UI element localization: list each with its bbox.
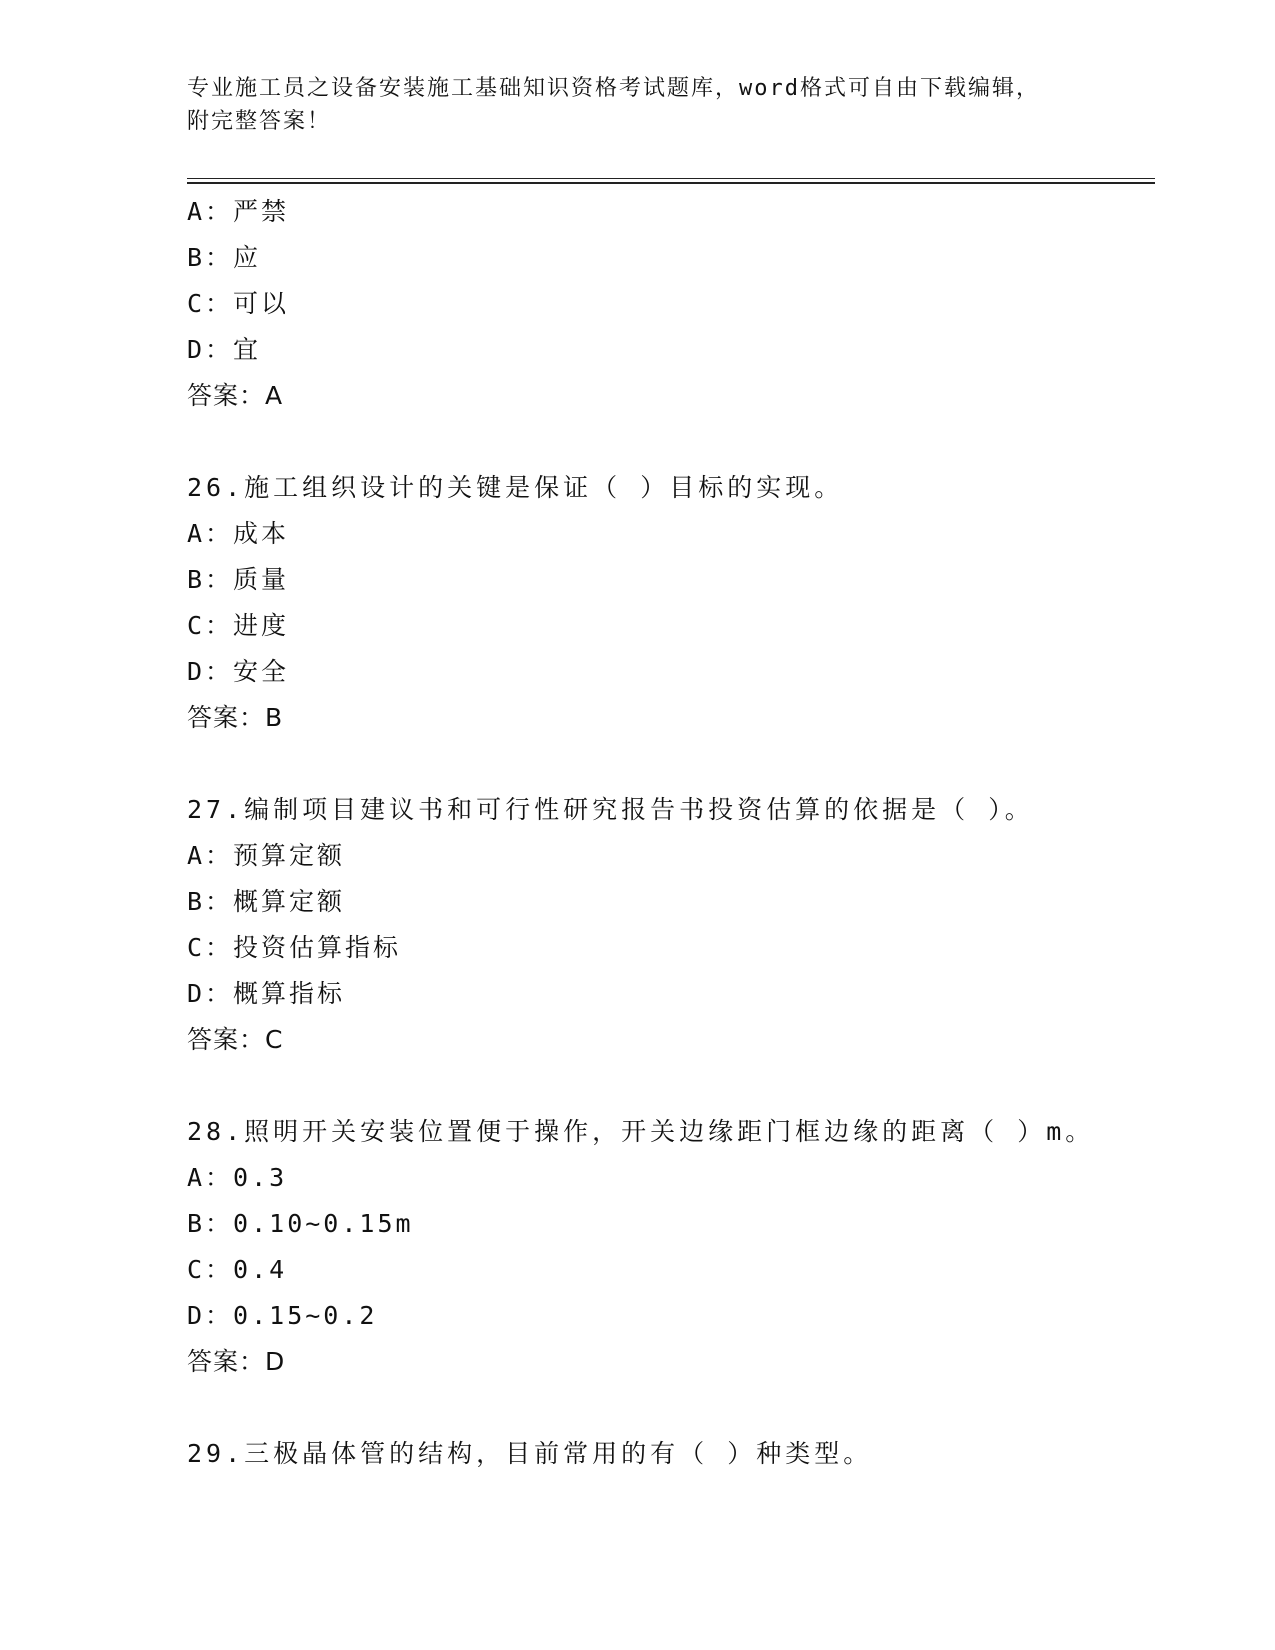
option-d: D：0.15~0.2 [187,1301,378,1330]
option-b: B：应 [187,243,262,272]
option-b: B：0.10~0.15m [187,1209,414,1238]
option-d: D：宜 [187,335,262,364]
answer: 答案：D [187,1347,286,1376]
option-b: B：概算定额 [187,887,346,916]
option-a: A：严禁 [187,197,290,226]
question-28 [187,1109,1147,1385]
answer: 答案：B [187,703,284,732]
header-rule-thick [187,182,1155,184]
question-29 [187,1431,1147,1477]
question-26 [187,465,1147,741]
header-rule-thin [187,178,1155,179]
header-line-1: 专业施工员之设备安装施工基础知识资格考试题库，word格式可自由下载编辑， [187,76,1040,101]
option-c: C：0.4 [187,1255,288,1284]
option-d: D：概算指标 [187,979,346,1008]
option-c: C：投资估算指标 [187,933,402,962]
question-text: 29.三极晶体管的结构，目前常用的有（ ）种类型。 [187,1439,873,1468]
answer: 答案：A [187,381,284,410]
question-text: 26.施工组织设计的关键是保证（ ）目标的实现。 [187,473,844,502]
option-c: C：进度 [187,611,290,640]
question-text: 27.编制项目建议书和可行性研究报告书投资估算的依据是（ ）。 [187,795,1034,824]
question-27 [187,787,1147,1063]
spacer [187,741,1147,787]
spacer [187,419,1147,465]
question-list [187,189,1147,1477]
spacer [187,1063,1147,1109]
question-text: 28.照明开关安装位置便于操作，开关边缘距门框边缘的距离（ ）m。 [187,1117,1095,1146]
question-25 [187,189,1147,419]
option-c: C：可以 [187,289,290,318]
option-a: A：成本 [187,519,290,548]
spacer [187,1385,1147,1431]
option-a: A：0.3 [187,1163,288,1192]
document-header [187,72,1067,138]
header-line-2: 附完整答案！ [187,109,332,134]
option-a: A：预算定额 [187,841,346,870]
answer: 答案：C [187,1025,284,1054]
option-d: D：安全 [187,657,290,686]
option-b: B：质量 [187,565,290,594]
